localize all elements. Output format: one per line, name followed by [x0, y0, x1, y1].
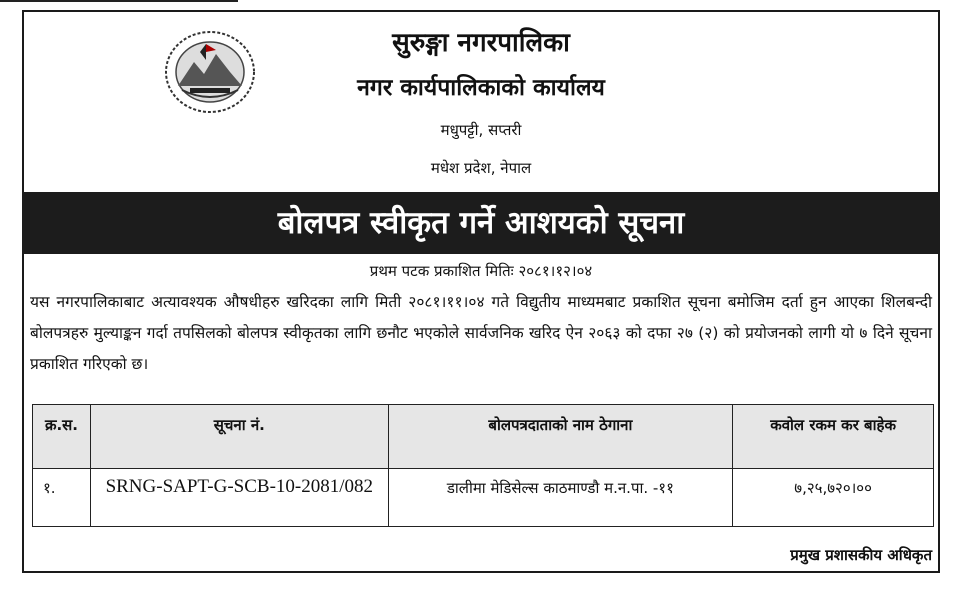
table-header-row — [33, 405, 934, 469]
header-bidder: बोलपत्रदाताको नाम ठेगाना — [388, 405, 733, 469]
top-rule — [0, 0, 238, 2]
table-row — [33, 469, 934, 527]
address-line-1: मधुपट्टी, सप्तरी — [440, 121, 522, 139]
cell-notice-no: SRNG-SAPT-G-SCB-10-2081/082 — [90, 469, 388, 527]
cell-amount: ७,२५,७२०।०० — [733, 469, 934, 527]
signatory-title: प्रमुख प्रशासकीय अधिकृत — [790, 546, 932, 564]
header-amount: कवोल रकम कर बाहेक — [733, 405, 934, 469]
header-notice-no: सूचना नं. — [90, 405, 388, 469]
header-serial: क्र.स. — [33, 405, 91, 469]
office-name: सुरुङ्गा नगरपालिका — [392, 28, 570, 58]
notice-frame — [22, 10, 940, 573]
office-subtitle: नगर कार्यपालिकाको कार्यालय — [357, 75, 605, 101]
cell-bidder: डालीमा मेडिसेल्स काठमाण्डौ म.न.पा. -११ — [388, 469, 733, 527]
publication-date: प्रथम पटक प्रकाशित मितिः २०८१।१२।०४ — [369, 262, 593, 280]
notice-title-banner: बोलपत्र स्वीकृत गर्ने आशयको सूचना — [22, 192, 940, 254]
cell-serial: १. — [33, 469, 91, 527]
address-line-2: मधेश प्रदेश, नेपाल — [430, 159, 532, 177]
notice-body-text: यस नगरपालिकाबाट अत्यावश्यक औषधीहरु खरिदका लागि मिती २०८१।११।०४ गते विद्युतीय माध्यमबाट प्रकाशित सूचना बमोजिम दर्ता हुन आएका शिलबन्दी बोलपत्रहरु मुल्याङ्कन गर्दा तपसिलको बोलपत्र स्वीकृतका लागि छनौट भएकोले सार्वजनिक खरिद ऐन २०६३ को दफा २७ (२) को प्रयोजनको लागी यो ७ दिने सूचना प्रकाशित गरिएको छ। — [30, 293, 932, 373]
bid-table — [32, 404, 934, 527]
